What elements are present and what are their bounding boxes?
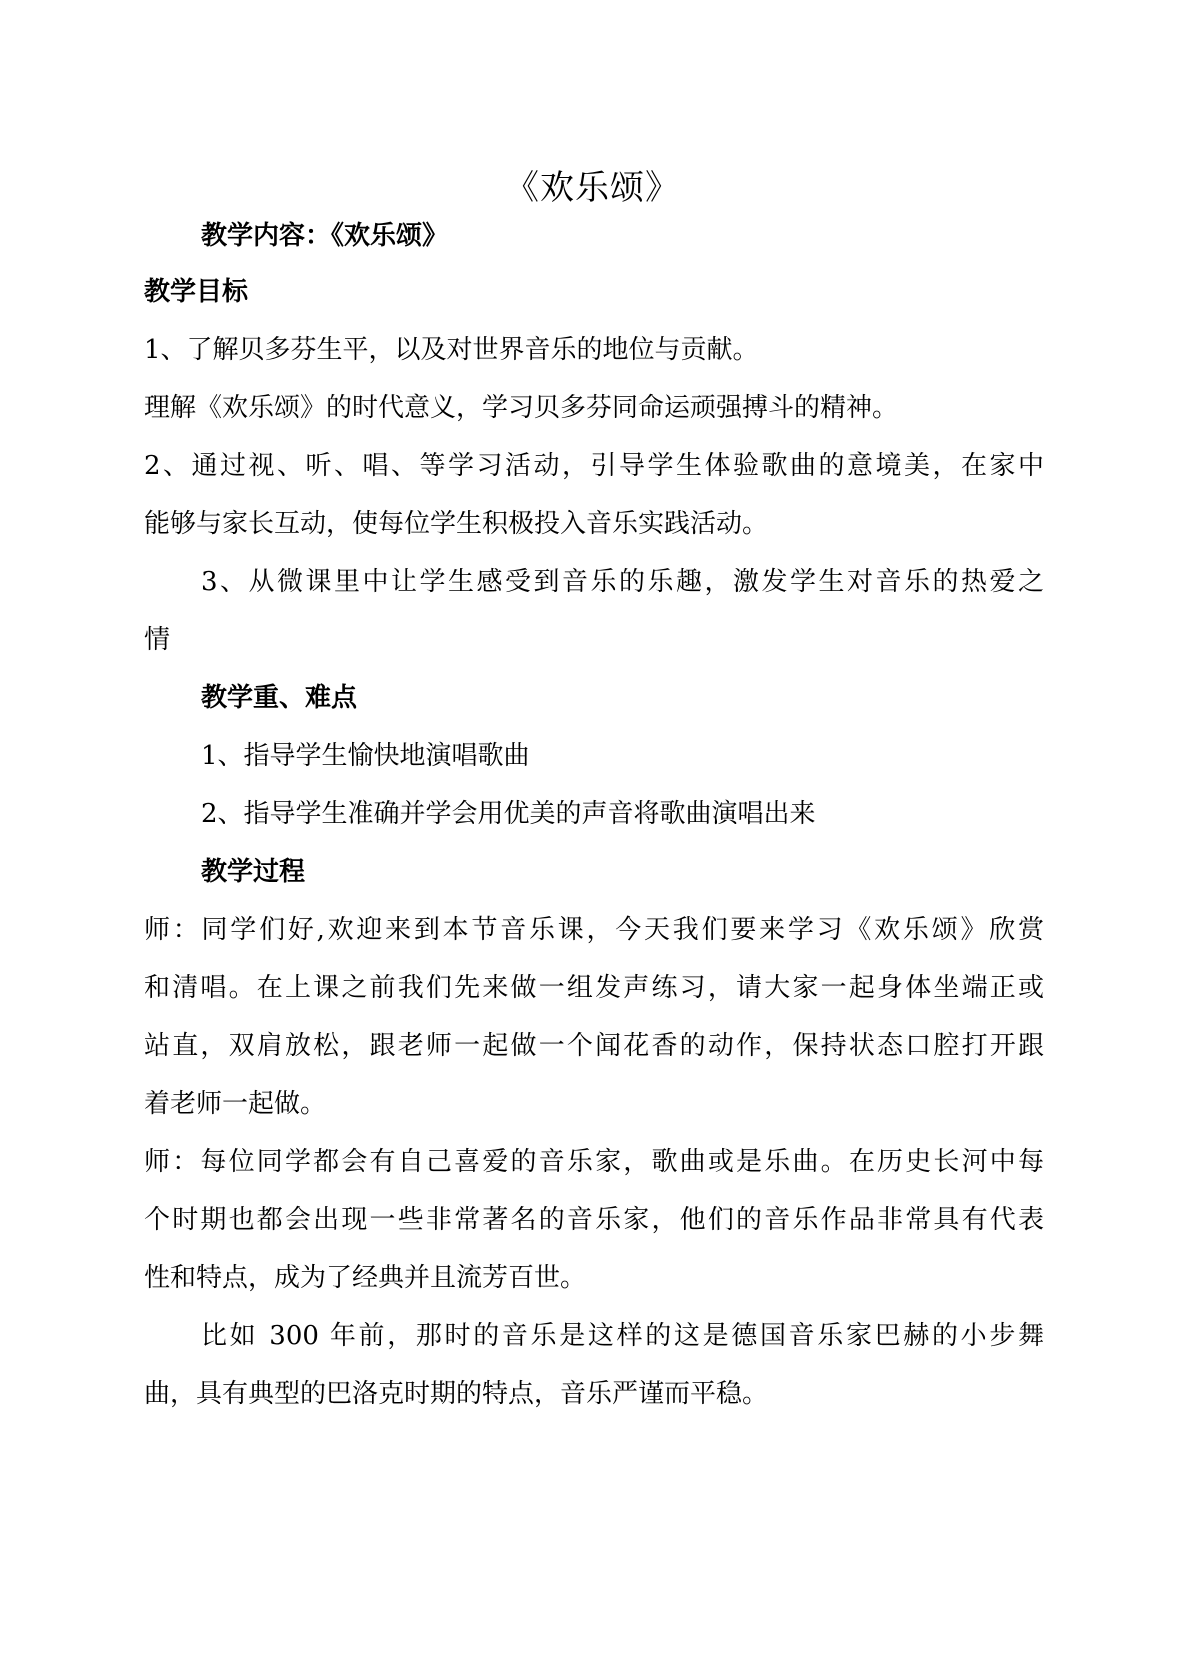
paragraph-line: 2、指导学生准确并学会用优美的声音将歌曲演唱出来	[201, 799, 816, 829]
paragraph-line: 比如 300 年前，那时的音乐是这样的这是德国音乐家巴赫的小步舞	[201, 1321, 1044, 1351]
paragraph-line: 1、指导学生愉快地演唱歌曲	[201, 741, 530, 771]
teaching-process-heading: 教学过程	[201, 857, 306, 887]
key-points-heading: 教学重、难点	[201, 683, 358, 713]
paragraph-line: 情	[144, 625, 171, 655]
paragraph-line: 能够与家长互动，使每位学生积极投入音乐实践活动。	[144, 509, 769, 539]
paragraph-line: 师：每位同学都会有自己喜爱的音乐家，歌曲或是乐曲。在历史长河中每	[144, 1147, 1044, 1177]
paragraph-line: 1、了解贝多芬生平，以及对世界音乐的地位与贡献。	[144, 335, 759, 365]
paragraph-line: 着老师一起做。	[144, 1089, 327, 1119]
document-title: 《欢乐颂》	[505, 168, 680, 208]
paragraph-line: 性和特点，成为了经典并且流芳百世。	[144, 1263, 587, 1293]
paragraph-line: 2、通过视、听、唱、等学习活动，引导学生体验歌曲的意境美，在家中	[144, 451, 1044, 481]
teaching-content-heading: 教学内容：《欢乐颂》	[201, 221, 449, 251]
paragraph-line: 站直，双肩放松，跟老师一起做一个闻花香的动作，保持状态口腔打开跟	[144, 1031, 1044, 1061]
teaching-goals-heading: 教学目标	[144, 277, 249, 307]
paragraph-line: 个时期也都会出现一些非常著名的音乐家，他们的音乐作品非常具有代表	[144, 1205, 1044, 1235]
paragraph-line: 师：同学们好,欢迎来到本节音乐课，今天我们要来学习《欢乐颂》欣赏	[144, 915, 1044, 945]
paragraph-line: 3、从微课里中让学生感受到音乐的乐趣，激发学生对音乐的热爱之	[201, 567, 1044, 597]
paragraph-line: 和清唱。在上课之前我们先来做一组发声练习，请大家一起身体坐端正或	[144, 973, 1044, 1003]
paragraph-line: 理解《欢乐颂》的时代意义，学习贝多芬同命运顽强搏斗的精神。	[144, 393, 899, 423]
paragraph-line: 曲，具有典型的巴洛克时期的特点，音乐严谨而平稳。	[144, 1379, 769, 1409]
